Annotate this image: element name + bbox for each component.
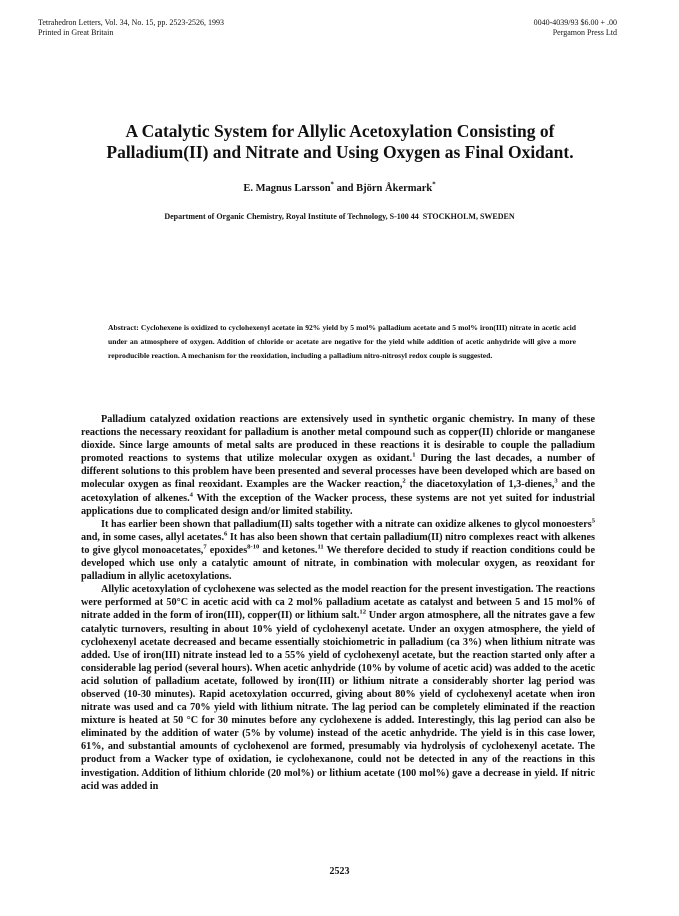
paragraph <box>81 413 595 518</box>
text-run: It has also been shown that certain palladium(II) nitro complexes react with alkenes to give glycol monoacetates, <box>81 531 595 556</box>
reference-mark: 8-10 <box>247 543 260 551</box>
reference-mark: 6 <box>224 530 228 538</box>
page-number: 2523 <box>329 866 350 877</box>
body-text <box>81 413 595 793</box>
paper-title <box>60 121 620 163</box>
journal-citation: Tetrahedron Letters, Vol. 34, No. 15, pp. 2523-2526, 1993 <box>38 18 225 27</box>
text-run: the diacetoxylation of 1,3-dienes, <box>405 479 555 491</box>
text-run: Palladium catalyzed oxidation reactions are extensively used in synthetic organic chemistry. In many of these reactions the necessary reoxidant for palladium is another metal compound such as copper(II) chloride or manganese dioxide. Since large amounts of metal salts are produced in these reactions it is desirable to couple the palladium promoted reactions to systems that utilize molecular oxygen as oxidant. <box>81 414 595 465</box>
text-run: and, in some cases, allyl acetates. <box>81 531 224 543</box>
affiliation: Department of Organic Chemistry, Royal Institute of Technology, S-100 44 STOCKHOLM, SWEDEN <box>164 212 515 221</box>
abstract-label: Abstract: <box>108 323 139 332</box>
paragraph <box>81 583 595 793</box>
reference-mark: 12 <box>359 609 367 617</box>
text-run: and the acetoxylation of alkenes. <box>81 479 595 504</box>
text-run: With the exception of the Wacker process, these systems are not yet suited for industrial applications due to complicated design and/or limited stability. <box>81 492 595 517</box>
journal-header <box>38 18 224 38</box>
publisher-header <box>534 18 617 38</box>
reference-mark: 7 <box>203 543 207 551</box>
reference-mark: 4 <box>189 491 193 499</box>
corresponding-mark: * <box>432 181 436 189</box>
text-run: It has earlier been shown that palladium(II) salts together with a nitrate can oxidize alkenes to glycol monoesters <box>101 518 592 530</box>
author-name: E. Magnus Larsson <box>243 183 331 194</box>
title-line-1: A Catalytic System for Allylic Acetoxylation Consisting of <box>125 121 555 141</box>
abstract <box>108 321 576 363</box>
reference-mark: 2 <box>402 478 406 486</box>
paragraph <box>81 518 595 583</box>
text-run: We therefore decided to study if reaction conditions could be developed which use only a catalytic amount of nitrate, in combination with molecular oxygen, as reoxidant for palladium in allylic acetoxylations. <box>81 544 595 583</box>
issn-price: 0040-4039/93 $6.00 + .00 <box>533 18 617 27</box>
abstract-text: Cyclohexene is oxidized to cyclohexenyl acetate in 92% yield by 5 mol% palladium acetate and 5 mol% iron(III) nitrate in acetic acid under an atmosphere of oxygen. Addition of chloride or acetate are negative for the yield while addition of acetic anhydride will give a more reproducible reaction. A mechanism for the reoxidation, including a palladium nitro-nitrosyl redox couple is suggested. <box>108 323 576 360</box>
title-line-2: Palladium(II) and Nitrate and Using Oxygen as Final Oxidant. <box>106 142 574 162</box>
author-conjunction: and <box>333 183 357 194</box>
publisher-name: Pergamon Press Ltd <box>552 28 617 37</box>
corresponding-mark: * <box>330 181 334 189</box>
reference-mark: 3 <box>554 478 558 486</box>
text-run: Allylic acetoxylation of cyclohexene was selected as the model reaction for the present investigation. The reactions were performed at 50°C in acetic acid with ca 2 mol% palladium acetate as catalyst and between 5 and 15 mol% of nitrate added in the form of iron(III), copper(II) or lithium salt. <box>81 584 595 622</box>
text-run: During the last decades, a number of different solutions to this problem have been presented and several processes have been developed which are based on molecular oxygen as final reoxidant. Examples are the Wacker reaction, <box>81 453 596 491</box>
text-run: and ketones. <box>259 544 318 556</box>
reference-mark: 1 <box>412 451 416 459</box>
text-run: Under argon atmosphere, all the nitrates gave a few catalytic turnovers, resulting in about 10% yield of cyclohexenyl acetate. Under an oxygen atmosphere, the yield of cyclohexenyl acetate decreased and became essentially stoichiometric in palladium (ca 3%) when lithium nitrate was added. Use of iron(III) nitrate instead led to a 55% yield of cyclohexenyl acetate, but the reaction started only after a considerable lag period (several hours). When acetic anhydride (10% by volume of acetic acid) was added to the acetic acid solution of palladium acetate, followed by iron(III) or lithium nitrate a considerably shorter lag period was observed (10-30 minutes). Rapid acetoxylation occurred, giving about 80% yield of cyclohexenyl acetate when iron nitrate was used and ca 70% yield with lithium nitrate. The lag period can be completely eliminated if the reaction mixture is heated at 50 °C for 30 minutes before any cyclohexene is added. Interestingly, this lag period can also be eliminated by the addition of water (5% by volume) instead of the acetic anhydride. The yield is in this case lower, 61%, and substantial amounts of cyclohexenol are formed, presumably via hydrolysis of cyclohexenyl acetate. The product from a Wacker type of oxidation, ie cyclohexanone, could not be detected in any of the reactions in this investigation. Addition of lithium chloride (20 mol%) or lithium acetate (100 mol%) gave a decrease in yield. If nitric acid was added in <box>81 610 595 792</box>
author-list <box>0 183 679 194</box>
author-name: Björn Åkermark <box>356 183 433 194</box>
reference-mark: 5 <box>591 517 595 525</box>
reference-mark: 11 <box>317 543 324 551</box>
printed-in: Printed in Great Britain <box>38 28 114 37</box>
text-run: epoxides <box>206 544 248 556</box>
